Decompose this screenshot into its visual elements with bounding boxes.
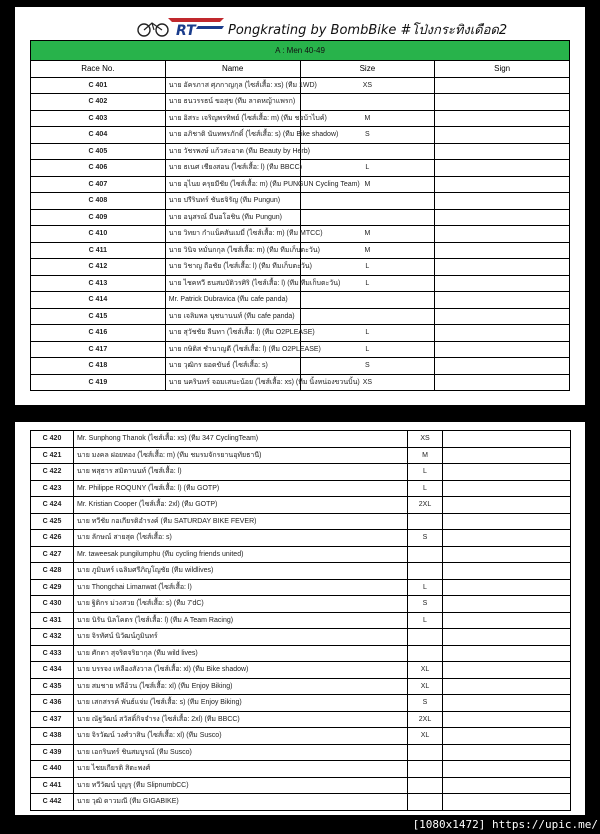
- race-number: C 440: [31, 761, 74, 778]
- sign-cell: [443, 794, 571, 811]
- rider-name: นาย บรรจง เหลืองสังวาล (ไซส์เสื้อ: xl) (ทีม Bike shadow): [74, 662, 408, 679]
- table-row: [31, 579, 571, 596]
- sign-cell: [443, 728, 571, 745]
- sign-cell: [443, 431, 571, 448]
- sign-cell: [435, 143, 570, 160]
- rt-team-logo: [132, 14, 228, 38]
- table-row: [31, 358, 570, 375]
- race-number: C 419: [31, 374, 166, 391]
- category-label: A : Men 40-49: [31, 41, 570, 61]
- shirt-size: [408, 513, 443, 530]
- sign-cell: [435, 292, 570, 309]
- sign-cell: [435, 94, 570, 111]
- shirt-size: L: [300, 160, 435, 177]
- shirt-size: M: [300, 242, 435, 259]
- race-number: C 425: [31, 513, 74, 530]
- race-number: C 409: [31, 209, 166, 226]
- rider-name: นาย เอกรินทร์ ชินสมบูรณ์ (ทีม Susco): [74, 744, 408, 761]
- shirt-size: M: [300, 226, 435, 243]
- rider-name: นาย นครินทร์ จอมเสนะน้อย (ไซส์เสื้อ: xs) (ทีม นิ้งหน่องขวนบิ้น): [165, 374, 300, 391]
- table-row: [31, 127, 570, 144]
- sign-cell: [443, 497, 571, 514]
- sign-cell: [443, 546, 571, 563]
- table-row: [31, 497, 571, 514]
- rider-name: นาย วุฒิ ดาวมณี (ทีม GIGABIKE): [74, 794, 408, 811]
- sign-cell: [435, 374, 570, 391]
- sign-cell: [443, 579, 571, 596]
- table-row: [31, 160, 570, 177]
- start-list-table-2: [30, 430, 571, 811]
- race-number: C 423: [31, 480, 74, 497]
- race-number: C 432: [31, 629, 74, 646]
- race-number: C 401: [31, 77, 166, 94]
- race-number: C 413: [31, 275, 166, 292]
- race-number: C 436: [31, 695, 74, 712]
- table-row: [31, 275, 570, 292]
- shirt-size: L: [408, 579, 443, 596]
- table-row: [31, 374, 570, 391]
- race-number: C 438: [31, 728, 74, 745]
- table-row: [31, 761, 571, 778]
- rider-name: นาย ศักดา สุจริตจริยากุล (ทีม wild lives): [74, 645, 408, 662]
- sign-cell: [435, 259, 570, 276]
- shirt-size: XL: [408, 678, 443, 695]
- shirt-size: L: [300, 325, 435, 342]
- table-row: [31, 464, 571, 481]
- rider-name: นาย ฐิติกร ม่วงสวย (ไซส์เสื้อ: s) (ทีม 7'dC): [74, 596, 408, 613]
- document-header: [15, 7, 585, 39]
- table-row: [31, 209, 570, 226]
- race-number: C 421: [31, 447, 74, 464]
- table-row: [31, 176, 570, 193]
- rider-name: นาย เสกสรรค์ พันธ์แจ่ม (ไซส์เสื้อ: s) (ทีม Enjoy Biking): [74, 695, 408, 712]
- table-row: [31, 777, 571, 794]
- svg-text:RT: RT: [176, 23, 196, 39]
- rider-name: นาย ภูมินทร์ เฉลิมศรีภิญโญชัย (ทีม wildlives): [74, 563, 408, 580]
- race-number: C 428: [31, 563, 74, 580]
- rider-name: Mr. taweesak pungilumphu (ทีม cycling friends united): [74, 546, 408, 563]
- table-row: [31, 695, 571, 712]
- shirt-size: [300, 94, 435, 111]
- race-number: C 408: [31, 193, 166, 210]
- rider-name: นาย ธนวรรธน์ ขอสุข (ทีม ลาดหญ้าแพรก): [165, 94, 300, 111]
- start-list-page-2: [15, 422, 585, 815]
- table-row: [31, 143, 570, 160]
- race-number: C 415: [31, 308, 166, 325]
- start-list-page-1: [15, 7, 585, 405]
- sign-cell: [443, 596, 571, 613]
- shirt-size: L: [300, 341, 435, 358]
- rider-name: นาย วุฒิกร ยอดขันธ์ (ไซส์เสื้อ: s): [165, 358, 300, 375]
- image-watermark: [1080x1472] https://upic.me/: [412, 818, 598, 831]
- sign-cell: [435, 341, 570, 358]
- rider-name: Mr. Sunphong Thanok (ไซส์เสื้อ: xs) (ทีม 347 CyclingTeam): [74, 431, 408, 448]
- table-row: [31, 431, 571, 448]
- table-row: [31, 530, 571, 547]
- shirt-size: M: [300, 110, 435, 127]
- name-header: Name: [165, 61, 300, 78]
- table-row: [31, 513, 571, 530]
- rider-name: นาย ณัฐวัฒน์ สวัสดิ์กิจจำรง (ไซส์เสื้อ: 2xl) (ทีม BBCC): [74, 711, 408, 728]
- shirt-size: S: [300, 358, 435, 375]
- rider-name: นาย กษิติส ชำนาญดี (ไซส์เสื้อ: l) (ทีม O2PLEASE): [165, 341, 300, 358]
- rider-name: นาย ปรีรินทร์ ชันธจิรัญ (ทีม Pungun): [165, 193, 300, 210]
- start-list-table-1: [30, 40, 570, 391]
- shirt-size: [300, 143, 435, 160]
- rider-name: นาย จิรวัฒน์ วงศ์วาสิน (ไซส์เสื้อ: xl) (ทีม Susco): [74, 728, 408, 745]
- sign-cell: [435, 226, 570, 243]
- shirt-size: S: [408, 530, 443, 547]
- shirt-size: 2XL: [408, 711, 443, 728]
- shirt-size: [408, 794, 443, 811]
- race-number: C 407: [31, 176, 166, 193]
- table-row: [31, 226, 570, 243]
- rider-name: นาย ลักษณ์ สายสุด (ไซส์เสื้อ: s): [74, 530, 408, 547]
- sign-cell: [435, 275, 570, 292]
- rider-name: นาย ไชยเกียรติ สิตะพงศ์: [74, 761, 408, 778]
- race-number: C 426: [31, 530, 74, 547]
- sign-header: Sign: [435, 61, 570, 78]
- rider-name: Mr. Patrick Dubravica (ทีม cafe panda): [165, 292, 300, 309]
- race-number: C 417: [31, 341, 166, 358]
- sign-cell: [435, 110, 570, 127]
- rider-name: นาย นิรัน นิลโคตร (ไซส์เสื้อ: l) (ทีม A Team Racing): [74, 612, 408, 629]
- rider-name: นาย วัชรพงษ์ แก้วสะอาด (ทีม Beauty by Herb): [165, 143, 300, 160]
- sign-cell: [435, 176, 570, 193]
- shirt-size: L: [408, 612, 443, 629]
- sign-cell: [435, 209, 570, 226]
- sign-cell: [435, 325, 570, 342]
- column-header-row: [31, 61, 570, 78]
- race-number: C 434: [31, 662, 74, 679]
- rider-name: นาย พสุธาร สมิตานนท์ (ไซส์เสื้อ: l): [74, 464, 408, 481]
- table-row: [31, 612, 571, 629]
- table-row: [31, 794, 571, 811]
- race-number: C 416: [31, 325, 166, 342]
- shirt-size: XS: [300, 374, 435, 391]
- race-number: C 430: [31, 596, 74, 613]
- table-row: [31, 341, 570, 358]
- rider-name: นาย สมชาย หลีอ้วน (ไซส์เสื้อ: xl) (ทีม Enjoy Biking): [74, 678, 408, 695]
- shirt-size: S: [300, 127, 435, 144]
- sign-cell: [435, 308, 570, 325]
- sign-cell: [443, 645, 571, 662]
- shirt-size: [408, 645, 443, 662]
- table-row: [31, 308, 570, 325]
- shirt-size: L: [408, 464, 443, 481]
- race-number: C 424: [31, 497, 74, 514]
- sign-cell: [443, 777, 571, 794]
- race-number: C 406: [31, 160, 166, 177]
- shirt-size: [300, 193, 435, 210]
- race-number: C 431: [31, 612, 74, 629]
- race-number: C 441: [31, 777, 74, 794]
- shirt-size: [300, 308, 435, 325]
- table-row: [31, 662, 571, 679]
- rider-name: Mr. Kristian Cooper (ไซส์เสื้อ: 2xl) (ทีม GOTP): [74, 497, 408, 514]
- rider-name: นาย วิทยา กำแน็คสันเมมี่ (ไซส์เสื้อ: m) (ทีม MTCC): [165, 226, 300, 243]
- shirt-size: L: [300, 259, 435, 276]
- rider-name: นาย Thongchai Limanwat (ไซส์เสื้อ: l): [74, 579, 408, 596]
- shirt-size: [408, 546, 443, 563]
- sign-cell: [435, 127, 570, 144]
- rider-name: นาย อัครภาส ศุภกาญกุล (ไซส์เสื้อ: xs) (ทีม 1WD): [165, 77, 300, 94]
- shirt-size: L: [300, 275, 435, 292]
- sign-cell: [443, 563, 571, 580]
- shirt-size: [408, 629, 443, 646]
- table-row: [31, 292, 570, 309]
- table-row: [31, 94, 570, 111]
- sign-cell: [435, 193, 570, 210]
- race-number: C 427: [31, 546, 74, 563]
- rider-name: นาย ทวีวัฒน์ บุญรุ (ทีม SlipnumbCC): [74, 777, 408, 794]
- table-row: [31, 629, 571, 646]
- rider-name: นาย สุวัชชัย ลีนทา (ไซส์เสื้อ: l) (ทีม O2PLEASE): [165, 325, 300, 342]
- rider-name: นาย ธเนศ เชียงสอน (ไซส์เสื้อ: l) (ทีม BBCC): [165, 160, 300, 177]
- rider-name: Mr. Philippe ROQUNY (ไซส์เสื้อ: l) (ทีม GOTP): [74, 480, 408, 497]
- table-row: [31, 728, 571, 745]
- sign-cell: [443, 744, 571, 761]
- race-number: C 403: [31, 110, 166, 127]
- shirt-size: S: [408, 596, 443, 613]
- shirt-size: XL: [408, 728, 443, 745]
- table-row: [31, 480, 571, 497]
- race-number: C 405: [31, 143, 166, 160]
- table-row: [31, 645, 571, 662]
- document-title: Pongkrating by BombBike #โป่งกระทิงเดือด2: [228, 23, 508, 38]
- race-number: C 439: [31, 744, 74, 761]
- sign-cell: [443, 711, 571, 728]
- race-number: C 402: [31, 94, 166, 111]
- race-number: C 414: [31, 292, 166, 309]
- table-row: [31, 325, 570, 342]
- category-row: [31, 41, 570, 61]
- shirt-size: XS: [300, 77, 435, 94]
- sign-cell: [435, 358, 570, 375]
- race-number: C 437: [31, 711, 74, 728]
- sign-cell: [443, 447, 571, 464]
- table-row: [31, 563, 571, 580]
- race-number: C 410: [31, 226, 166, 243]
- shirt-size: 2XL: [408, 497, 443, 514]
- rider-name: นาย อุไนย ครุยมีชัย (ไซส์เสื้อ: m) (ทีม PUNGUN Cycling Team): [165, 176, 300, 193]
- shirt-size: [300, 209, 435, 226]
- rider-name: นาย มงคล ฝอยทอง (ไซส์เสื้อ: m) (ทีม ชมรมจักรยานอุทัยธานี): [74, 447, 408, 464]
- shirt-size: [408, 761, 443, 778]
- size-header: Size: [300, 61, 435, 78]
- race-number: C 411: [31, 242, 166, 259]
- rider-name: นาย วิชาญ ถือชัย (ไซส์เสื้อ: l) (ทีม ทีมเก็บตะวัน): [165, 259, 300, 276]
- shirt-size: [300, 292, 435, 309]
- shirt-size: [408, 563, 443, 580]
- race-number: C 422: [31, 464, 74, 481]
- race-number: C 433: [31, 645, 74, 662]
- shirt-size: S: [408, 695, 443, 712]
- table-row: [31, 110, 570, 127]
- rider-name: นาย อิสระ เจริญพรทิพย์ (ไซส์เสื้อ: m) (ทีม ชอบ้าไบค์): [165, 110, 300, 127]
- race-number: C 412: [31, 259, 166, 276]
- shirt-size: XL: [408, 662, 443, 679]
- rider-name: นาย ไชคหวี ธนสมบัติวรศิริ (ไซส์เสื้อ: l) (ทีม ทีมเก็บตะวัน): [165, 275, 300, 292]
- sign-cell: [443, 629, 571, 646]
- race-number: C 420: [31, 431, 74, 448]
- sign-cell: [443, 530, 571, 547]
- table-row: [31, 711, 571, 728]
- rider-name: นาย จิรทัศน์ นิวัฒน์ภูมินทร์: [74, 629, 408, 646]
- table-row: [31, 447, 571, 464]
- rider-name: นาย ทวีชัย กอเกียรติอำรงค์ (ทีม SATURDAY BIKE FEVER): [74, 513, 408, 530]
- sign-cell: [443, 695, 571, 712]
- table-row: [31, 744, 571, 761]
- sign-cell: [443, 464, 571, 481]
- table-row: [31, 193, 570, 210]
- race-number: C 442: [31, 794, 74, 811]
- shirt-size: [408, 777, 443, 794]
- race-number: C 418: [31, 358, 166, 375]
- rider-name: นาย อภิชาติ นันทพรภักดิ์ (ไซส์เสื้อ: s) (ทีม Bike shadow): [165, 127, 300, 144]
- table-row: [31, 242, 570, 259]
- rider-name: นาย เจลิมพล นุชนานนท์ (ทีม cafe panda): [165, 308, 300, 325]
- shirt-size: M: [408, 447, 443, 464]
- sign-cell: [435, 77, 570, 94]
- shirt-size: L: [408, 480, 443, 497]
- table-row: [31, 678, 571, 695]
- sign-cell: [443, 513, 571, 530]
- sign-cell: [443, 761, 571, 778]
- sign-cell: [443, 678, 571, 695]
- table-row: [31, 596, 571, 613]
- sign-cell: [443, 480, 571, 497]
- rider-name: นาย วินิจ หมั่นกกุล (ไซส์เสื้อ: m) (ทีม ทีมเก็บตะวัน): [165, 242, 300, 259]
- race-number: C 435: [31, 678, 74, 695]
- sign-cell: [435, 242, 570, 259]
- rider-name: นาย อนุสรณ์ มีนอโอชิน (ทีม Pungun): [165, 209, 300, 226]
- sign-cell: [435, 160, 570, 177]
- shirt-size: [408, 744, 443, 761]
- table-row: [31, 546, 571, 563]
- race-number: C 429: [31, 579, 74, 596]
- table-row: [31, 77, 570, 94]
- shirt-size: XS: [408, 431, 443, 448]
- race-no-header: Race No.: [31, 61, 166, 78]
- race-number: C 404: [31, 127, 166, 144]
- table-row: [31, 259, 570, 276]
- shirt-size: M: [300, 176, 435, 193]
- sign-cell: [443, 662, 571, 679]
- sign-cell: [443, 612, 571, 629]
